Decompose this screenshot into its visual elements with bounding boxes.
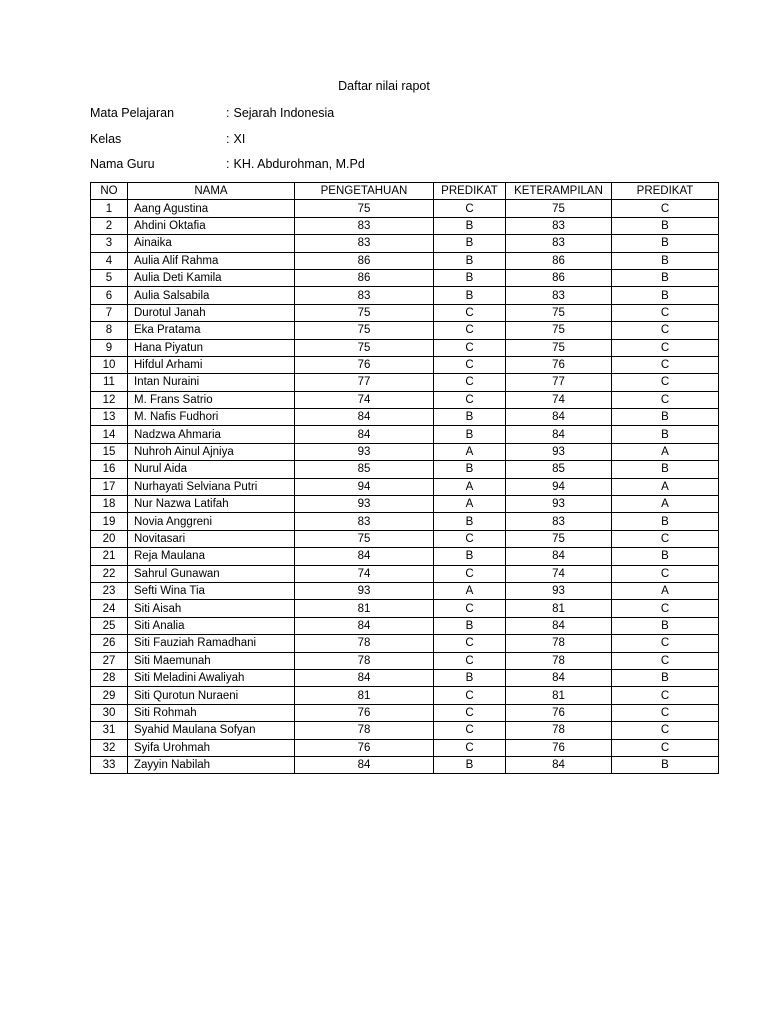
cell-no: 27: [91, 652, 128, 669]
cell-no: 31: [91, 722, 128, 739]
cell-knowledge: 93: [295, 443, 434, 460]
cell-skills: 83: [506, 217, 612, 234]
cell-knowledge-grade: B: [434, 409, 506, 426]
cell-knowledge-grade: C: [434, 635, 506, 652]
cell-skills: 93: [506, 443, 612, 460]
grades-table: [90, 182, 719, 774]
cell-skills-grade: C: [612, 356, 719, 373]
cell-skills-grade: C: [612, 739, 719, 756]
cell-skills-grade: C: [612, 722, 719, 739]
cell-name: M. Frans Satrio: [128, 391, 295, 408]
cell-knowledge-grade: B: [434, 235, 506, 252]
cell-skills-grade: B: [612, 756, 719, 773]
cell-no: 26: [91, 635, 128, 652]
cell-name: Syifa Urohmah: [128, 739, 295, 756]
cell-no: 30: [91, 704, 128, 721]
cell-knowledge: 84: [295, 409, 434, 426]
table-row: [91, 461, 719, 478]
cell-skills: 93: [506, 582, 612, 599]
meta-label-subject: Mata Pelajaran: [90, 106, 175, 120]
cell-no: 9: [91, 339, 128, 356]
table-body: [91, 200, 719, 774]
table-row: [91, 287, 719, 304]
cell-skills-grade: A: [612, 496, 719, 513]
table-row: [91, 530, 719, 547]
cell-knowledge: 83: [295, 513, 434, 530]
cell-knowledge: 84: [295, 548, 434, 565]
cell-knowledge-grade: C: [434, 356, 506, 373]
cell-name: Nadzwa Ahmaria: [128, 426, 295, 443]
cell-knowledge-grade: B: [434, 548, 506, 565]
meta-value-class: XI: [233, 132, 246, 146]
table-row: [91, 739, 719, 756]
cell-knowledge-grade: A: [434, 443, 506, 460]
cell-name: Nurul Aida: [128, 461, 295, 478]
cell-knowledge: 86: [295, 252, 434, 269]
cell-skills-grade: B: [612, 461, 719, 478]
meta-colon: :: [226, 106, 230, 120]
cell-knowledge: 83: [295, 287, 434, 304]
table-row: [91, 269, 719, 286]
cell-knowledge-grade: C: [434, 530, 506, 547]
cell-name: Siti Aisah: [128, 600, 295, 617]
meta-label-teacher: Nama Guru: [90, 157, 155, 171]
meta-value-teacher: KH. Abdurohman, M.Pd: [233, 157, 365, 171]
cell-no: 23: [91, 582, 128, 599]
cell-skills: 83: [506, 287, 612, 304]
cell-knowledge: 75: [295, 322, 434, 339]
cell-no: 18: [91, 496, 128, 513]
cell-knowledge: 75: [295, 304, 434, 321]
cell-name: Zayyin Nabilah: [128, 756, 295, 773]
cell-name: Durotul Janah: [128, 304, 295, 321]
cell-no: 4: [91, 252, 128, 269]
cell-knowledge: 84: [295, 617, 434, 634]
cell-name: Aulia Alif Rahma: [128, 252, 295, 269]
cell-knowledge: 74: [295, 565, 434, 582]
cell-no: 20: [91, 530, 128, 547]
table-row: [91, 391, 719, 408]
cell-skills: 84: [506, 409, 612, 426]
cell-skills-grade: C: [612, 530, 719, 547]
cell-skills-grade: C: [612, 339, 719, 356]
cell-name: Aang Agustina: [128, 200, 295, 217]
cell-no: 5: [91, 269, 128, 286]
table-row: [91, 687, 719, 704]
meta-value-teacher-wrap: [226, 156, 365, 172]
cell-knowledge: 83: [295, 235, 434, 252]
table-row: [91, 565, 719, 582]
cell-no: 24: [91, 600, 128, 617]
cell-skills: 77: [506, 374, 612, 391]
table-row: [91, 339, 719, 356]
cell-skills: 84: [506, 756, 612, 773]
cell-skills-grade: B: [612, 409, 719, 426]
cell-knowledge: 81: [295, 687, 434, 704]
cell-skills: 83: [506, 513, 612, 530]
cell-knowledge-grade: A: [434, 496, 506, 513]
cell-skills-grade: B: [612, 426, 719, 443]
cell-skills: 86: [506, 269, 612, 286]
table-row: [91, 304, 719, 321]
cell-skills: 84: [506, 426, 612, 443]
cell-name: Reja Maulana: [128, 548, 295, 565]
cell-skills-grade: C: [612, 687, 719, 704]
cell-skills: 81: [506, 600, 612, 617]
cell-skills: 75: [506, 339, 612, 356]
table-row: [91, 322, 719, 339]
cell-skills-grade: C: [612, 200, 719, 217]
cell-skills-grade: B: [612, 617, 719, 634]
table-row: [91, 443, 719, 460]
cell-name: Novia Anggreni: [128, 513, 295, 530]
cell-knowledge-grade: C: [434, 565, 506, 582]
cell-no: 7: [91, 304, 128, 321]
table-row: [91, 652, 719, 669]
cell-knowledge-grade: C: [434, 704, 506, 721]
meta-value-subject: Sejarah Indonesia: [233, 106, 335, 120]
table-row: [91, 496, 719, 513]
header-skills-grade: PREDIKAT: [612, 183, 719, 200]
cell-no: 25: [91, 617, 128, 634]
cell-no: 2: [91, 217, 128, 234]
header-name: NAMA: [128, 183, 295, 200]
cell-skills: 94: [506, 478, 612, 495]
cell-no: 3: [91, 235, 128, 252]
cell-skills: 83: [506, 235, 612, 252]
cell-no: 12: [91, 391, 128, 408]
header-skills: KETERAMPILAN: [506, 183, 612, 200]
table-row: [91, 756, 719, 773]
cell-skills-grade: C: [612, 565, 719, 582]
cell-knowledge: 77: [295, 374, 434, 391]
cell-knowledge: 78: [295, 635, 434, 652]
cell-skills-grade: C: [612, 322, 719, 339]
cell-knowledge: 85: [295, 461, 434, 478]
cell-skills: 75: [506, 200, 612, 217]
cell-name: M. Nafis Fudhori: [128, 409, 295, 426]
cell-no: 17: [91, 478, 128, 495]
cell-knowledge-grade: B: [434, 252, 506, 269]
table-row: [91, 722, 719, 739]
table-row: [91, 704, 719, 721]
cell-name: Eka Pratama: [128, 322, 295, 339]
header-no: NO: [91, 183, 128, 200]
cell-knowledge-grade: C: [434, 339, 506, 356]
cell-skills-grade: A: [612, 443, 719, 460]
cell-no: 11: [91, 374, 128, 391]
cell-skills: 86: [506, 252, 612, 269]
cell-name: Siti Meladini Awaliyah: [128, 669, 295, 686]
document-title: Daftar nilai rapot: [338, 79, 430, 93]
cell-skills-grade: B: [612, 235, 719, 252]
cell-skills-grade: C: [612, 652, 719, 669]
cell-knowledge-grade: C: [434, 739, 506, 756]
cell-knowledge-grade: C: [434, 304, 506, 321]
table-row: [91, 600, 719, 617]
table-row: [91, 374, 719, 391]
cell-skills: 78: [506, 652, 612, 669]
cell-name: Hana Piyatun: [128, 339, 295, 356]
cell-name: Intan Nuraini: [128, 374, 295, 391]
cell-skills: 74: [506, 565, 612, 582]
cell-skills: 75: [506, 530, 612, 547]
cell-no: 14: [91, 426, 128, 443]
table-row: [91, 235, 719, 252]
cell-knowledge-grade: B: [434, 617, 506, 634]
table-row: [91, 635, 719, 652]
table-row: [91, 252, 719, 269]
cell-knowledge-grade: C: [434, 687, 506, 704]
cell-skills: 85: [506, 461, 612, 478]
table-row: [91, 617, 719, 634]
cell-knowledge: 75: [295, 200, 434, 217]
cell-name: Nur Nazwa Latifah: [128, 496, 295, 513]
cell-skills: 81: [506, 687, 612, 704]
cell-skills: 75: [506, 304, 612, 321]
cell-knowledge: 84: [295, 426, 434, 443]
cell-skills: 75: [506, 322, 612, 339]
cell-name: Ainaika: [128, 235, 295, 252]
cell-no: 8: [91, 322, 128, 339]
cell-skills-grade: C: [612, 704, 719, 721]
cell-no: 19: [91, 513, 128, 530]
cell-knowledge: 76: [295, 704, 434, 721]
cell-knowledge-grade: B: [434, 669, 506, 686]
cell-skills: 84: [506, 548, 612, 565]
cell-no: 16: [91, 461, 128, 478]
cell-skills-grade: C: [612, 635, 719, 652]
cell-skills-grade: C: [612, 374, 719, 391]
meta-value-subject-wrap: [226, 105, 334, 121]
cell-knowledge-grade: C: [434, 600, 506, 617]
cell-knowledge-grade: A: [434, 582, 506, 599]
cell-skills-grade: C: [612, 391, 719, 408]
cell-knowledge-grade: B: [434, 217, 506, 234]
table-row: [91, 217, 719, 234]
table-row: [91, 669, 719, 686]
cell-skills: 84: [506, 617, 612, 634]
cell-name: Siti Fauziah Ramadhani: [128, 635, 295, 652]
cell-knowledge: 94: [295, 478, 434, 495]
cell-name: Aulia Salsabila: [128, 287, 295, 304]
cell-knowledge: 75: [295, 339, 434, 356]
cell-knowledge-grade: B: [434, 461, 506, 478]
cell-no: 1: [91, 200, 128, 217]
cell-knowledge: 76: [295, 356, 434, 373]
table-row: [91, 513, 719, 530]
cell-skills: 78: [506, 722, 612, 739]
cell-name: Aulia Deti Kamila: [128, 269, 295, 286]
table-row: [91, 548, 719, 565]
table-row: [91, 409, 719, 426]
meta-value-class-wrap: [226, 131, 245, 147]
cell-skills-grade: B: [612, 217, 719, 234]
cell-skills: 84: [506, 669, 612, 686]
cell-no: 15: [91, 443, 128, 460]
cell-name: Nuhroh Ainul Ajniya: [128, 443, 295, 460]
cell-name: Siti Qurotun Nuraeni: [128, 687, 295, 704]
cell-knowledge-grade: B: [434, 269, 506, 286]
cell-knowledge: 78: [295, 722, 434, 739]
cell-name: Siti Rohmah: [128, 704, 295, 721]
cell-no: 33: [91, 756, 128, 773]
cell-knowledge: 76: [295, 739, 434, 756]
cell-knowledge-grade: C: [434, 200, 506, 217]
cell-knowledge: 83: [295, 217, 434, 234]
cell-knowledge-grade: B: [434, 287, 506, 304]
cell-skills-grade: B: [612, 513, 719, 530]
cell-skills-grade: B: [612, 269, 719, 286]
cell-no: 32: [91, 739, 128, 756]
cell-knowledge: 81: [295, 600, 434, 617]
cell-no: 22: [91, 565, 128, 582]
table-row: [91, 426, 719, 443]
cell-knowledge-grade: A: [434, 478, 506, 495]
cell-knowledge-grade: B: [434, 426, 506, 443]
cell-knowledge-grade: C: [434, 722, 506, 739]
cell-knowledge: 78: [295, 652, 434, 669]
cell-skills: 76: [506, 356, 612, 373]
cell-name: Sahrul Gunawan: [128, 565, 295, 582]
cell-name: Hifdul Arhami: [128, 356, 295, 373]
cell-knowledge: 93: [295, 582, 434, 599]
cell-no: 13: [91, 409, 128, 426]
cell-skills: 76: [506, 739, 612, 756]
cell-no: 6: [91, 287, 128, 304]
cell-skills: 78: [506, 635, 612, 652]
cell-skills-grade: C: [612, 600, 719, 617]
meta-colon: :: [226, 132, 230, 146]
table-row: [91, 200, 719, 217]
cell-knowledge: 75: [295, 530, 434, 547]
cell-skills-grade: B: [612, 548, 719, 565]
cell-name: Novitasari: [128, 530, 295, 547]
table-row: [91, 478, 719, 495]
table-row: [91, 582, 719, 599]
cell-no: 29: [91, 687, 128, 704]
cell-skills-grade: A: [612, 582, 719, 599]
cell-knowledge-grade: C: [434, 391, 506, 408]
cell-skills-grade: A: [612, 478, 719, 495]
cell-skills: 74: [506, 391, 612, 408]
cell-knowledge-grade: B: [434, 513, 506, 530]
cell-knowledge: 74: [295, 391, 434, 408]
cell-knowledge: 93: [295, 496, 434, 513]
cell-knowledge-grade: C: [434, 652, 506, 669]
meta-colon: :: [226, 157, 230, 171]
cell-knowledge: 86: [295, 269, 434, 286]
cell-name: Nurhayati Selviana Putri: [128, 478, 295, 495]
cell-name: Siti Analia: [128, 617, 295, 634]
cell-knowledge: 84: [295, 756, 434, 773]
cell-skills: 76: [506, 704, 612, 721]
cell-no: 21: [91, 548, 128, 565]
cell-knowledge-grade: B: [434, 756, 506, 773]
cell-skills-grade: B: [612, 252, 719, 269]
meta-label-class: Kelas: [90, 132, 122, 146]
cell-knowledge-grade: C: [434, 322, 506, 339]
cell-knowledge-grade: C: [434, 374, 506, 391]
cell-name: Syahid Maulana Sofyan: [128, 722, 295, 739]
cell-skills-grade: B: [612, 287, 719, 304]
cell-name: Siti Maemunah: [128, 652, 295, 669]
cell-no: 28: [91, 669, 128, 686]
cell-name: Ahdini Oktafia: [128, 217, 295, 234]
cell-skills-grade: B: [612, 669, 719, 686]
cell-skills-grade: C: [612, 304, 719, 321]
table-row: [91, 356, 719, 373]
header-knowledge-grade: PREDIKAT: [434, 183, 506, 200]
cell-skills: 93: [506, 496, 612, 513]
header-knowledge: PENGETAHUAN: [295, 183, 434, 200]
table-header-row: [91, 183, 719, 200]
cell-name: Sefti Wina Tia: [128, 582, 295, 599]
cell-no: 10: [91, 356, 128, 373]
cell-knowledge: 84: [295, 669, 434, 686]
